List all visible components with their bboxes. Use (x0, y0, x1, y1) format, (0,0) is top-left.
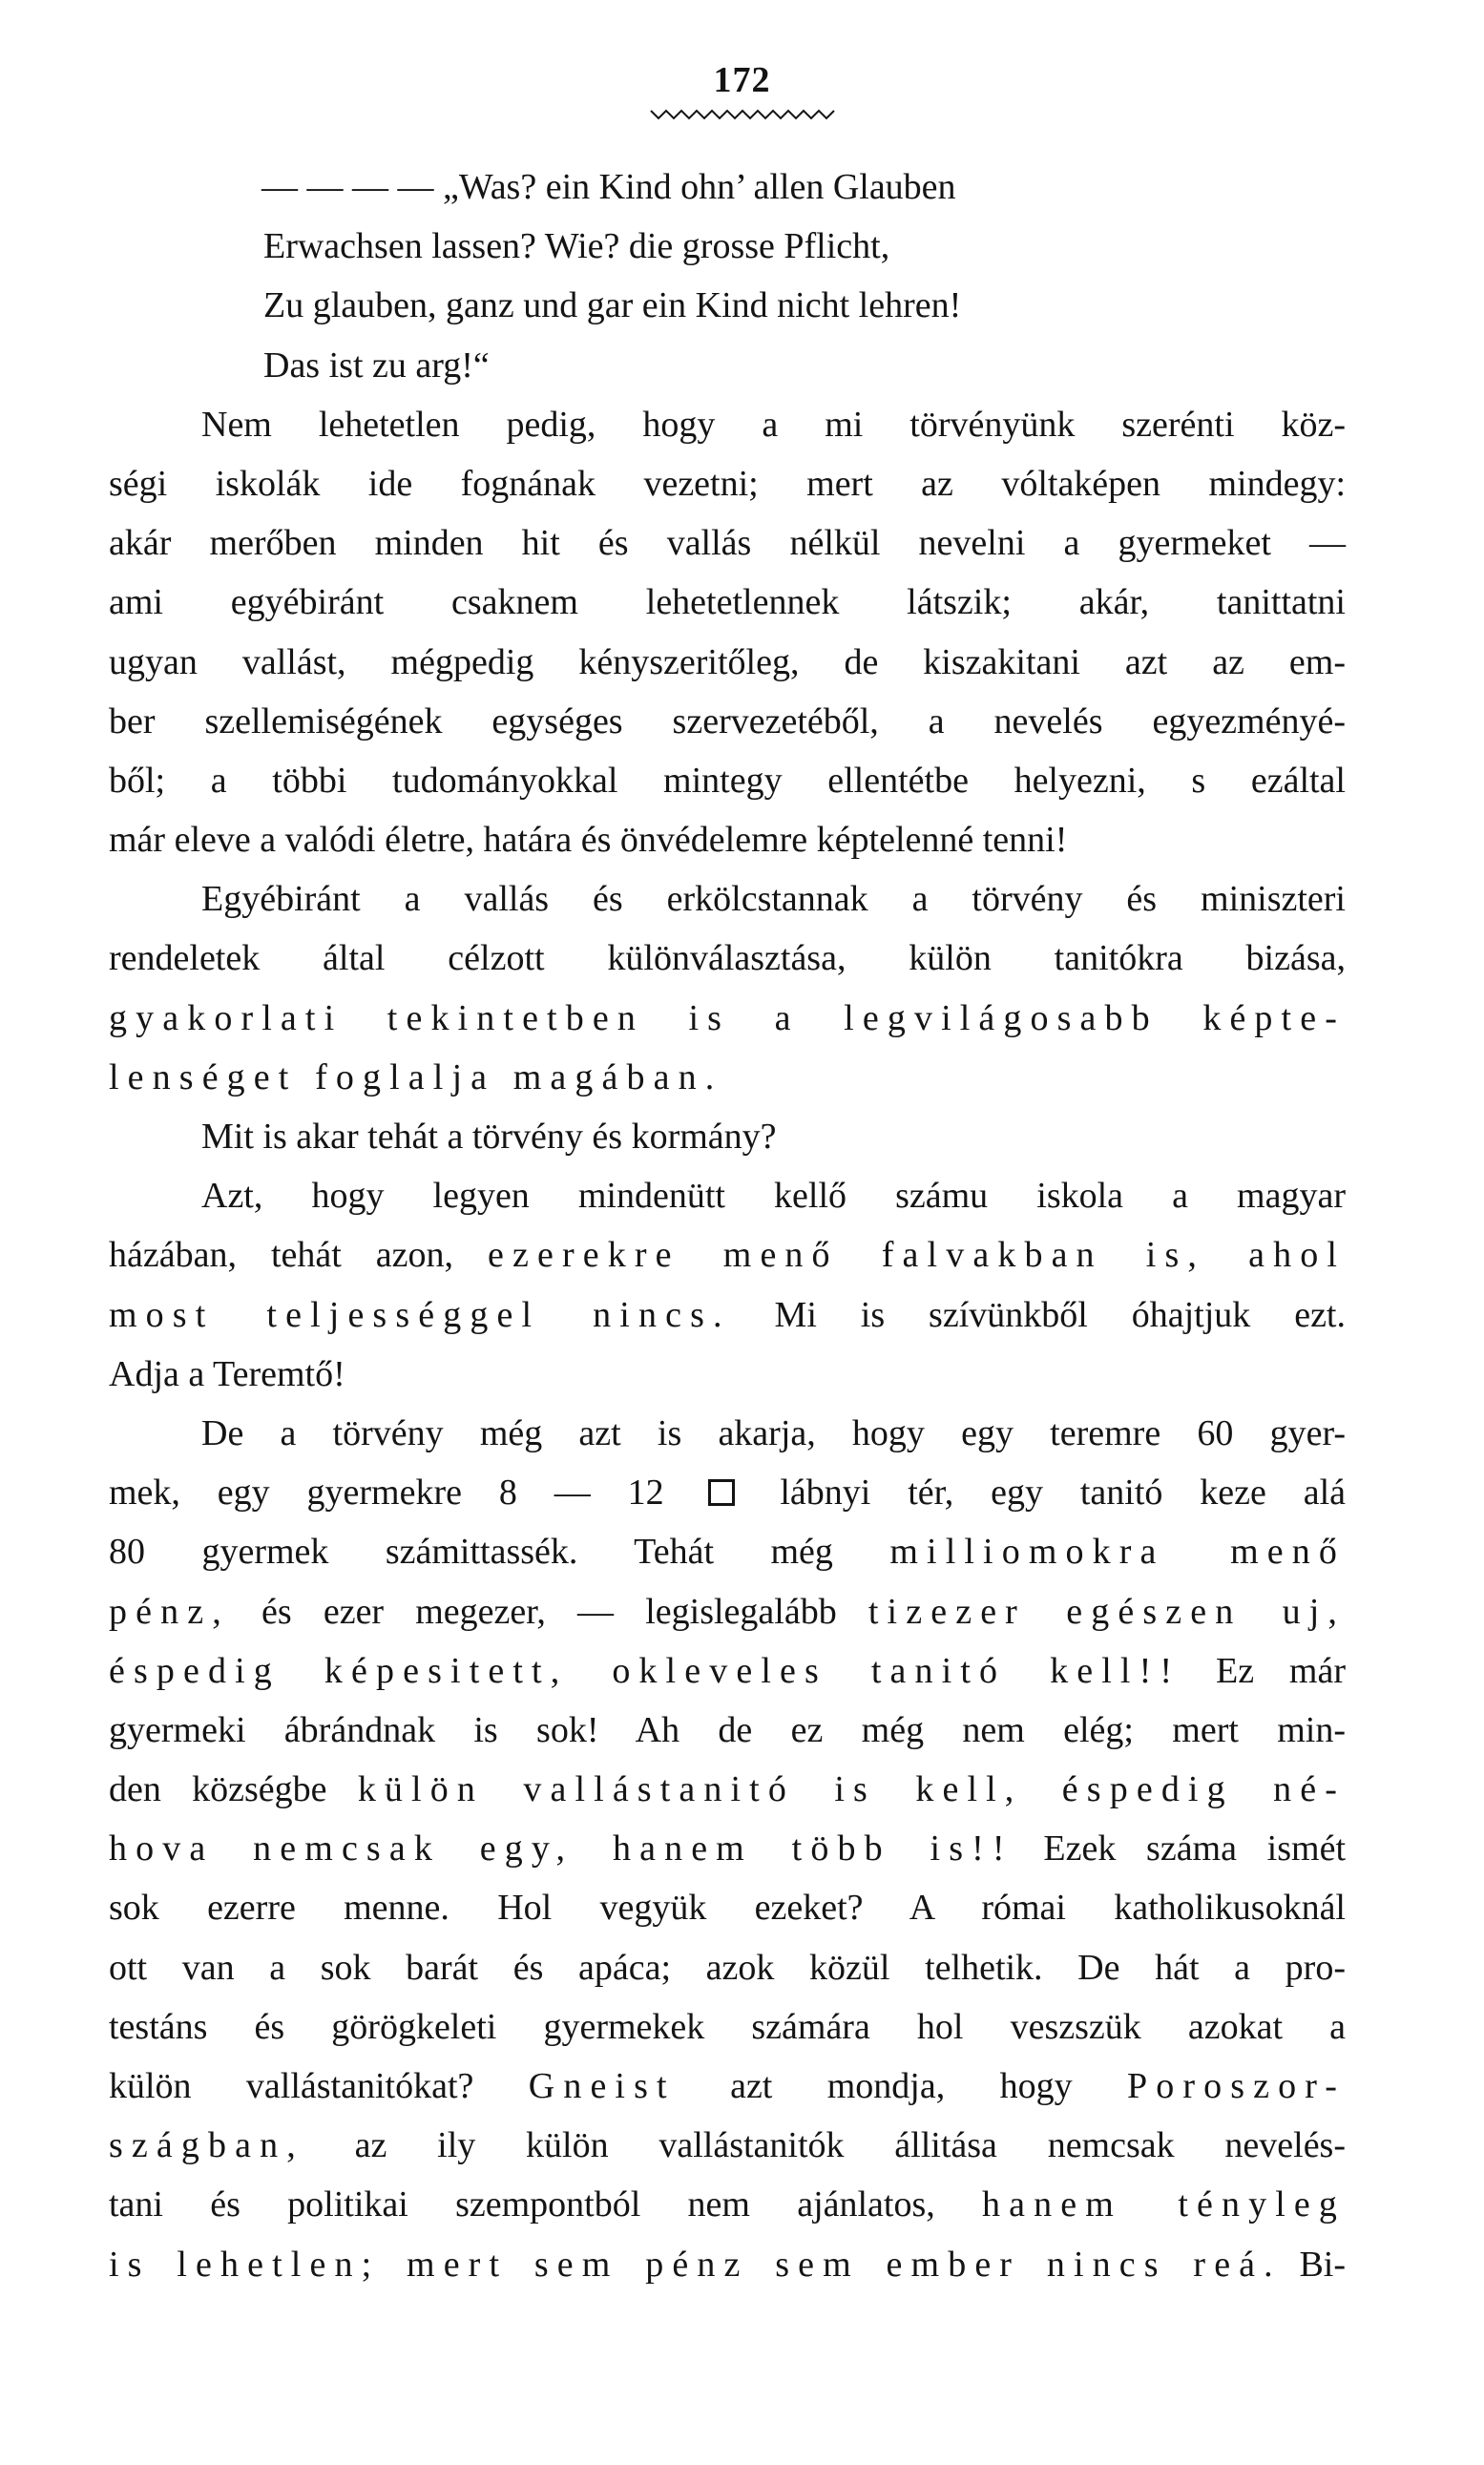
emphasis-text: most teljességgel nincs. (109, 1294, 731, 1335)
text-span: den községbe (109, 1769, 327, 1810)
paragraph-1-line: már eleve a valódi életre, határa és önvédelemre képtelenné tenni! (109, 820, 1068, 861)
text-span: azt mondja, hogy (730, 2066, 1073, 2106)
text-span: Bi- (1299, 2244, 1347, 2285)
paragraph-5-line (109, 2116, 1346, 2175)
emphasis-text: Poroszor- (1126, 2066, 1347, 2106)
paragraph-4-line (109, 1225, 1346, 1285)
paragraph-5-line: sok ezerre menne. Hol vegyük ezeket? A római katholikusoknál (109, 1888, 1346, 1929)
paragraph-1-line: ségi iskolák ide fognának vezetni; mert az vóltaképen mindegy: (109, 463, 1346, 504)
paragraph-2-line: rendeletek által célzott különválasztása, külön tanitókra bizása, (109, 938, 1346, 979)
emphasis-text: éspedig képesitett, okleveles tanitó kell!! (109, 1650, 1181, 1691)
paragraph-4-line: Azt, hogy legyen mindenütt kellő számu iskola a magyar (201, 1176, 1346, 1217)
paragraph-2-line: gyakorlati tekintetben is a legvilágosabb képte- (109, 997, 1346, 1038)
paragraph-5-line (109, 1760, 1346, 1819)
emphasis-text: is lehetlen; mert sem pénz sem ember nincs reá. (109, 2244, 1282, 2285)
page-body (109, 157, 1346, 2294)
text-span: az ily külön vallástanitók állitása nemcsak nevelés- (354, 2125, 1347, 2166)
paragraph-5-line (109, 2057, 1346, 2116)
paragraph-2-line: lenséget foglalja magában. (109, 1056, 723, 1097)
paragraph-5-line (109, 1641, 1346, 1701)
emphasis-text: szágban, (109, 2125, 304, 2166)
paragraph-5-line: De a törvény még azt is akarja, hogy egy teremre 60 gyer- (201, 1412, 1346, 1453)
paragraph-5-line (109, 1582, 1346, 1641)
text-span: és ezer megezer, — legislegalább (261, 1591, 837, 1632)
paragraph-5-line (109, 1522, 1346, 1581)
emphasis-text: külön vallástanitó is kell, éspedig né- (357, 1769, 1347, 1810)
paragraph-1-line: Nem lehetetlen pedig, hogy a mi törvényünk szerénti köz- (201, 404, 1346, 445)
text-span: Ezek száma ismét (1043, 1828, 1347, 1870)
paragraph-5-line: ott van a sok barát és apáca; azok közül telhetik. De hát a pro- (109, 1947, 1346, 1988)
paragraph-1-line: ber szellemiségének egységes szervezetéből, a nevelés egyezményé- (109, 700, 1346, 742)
paragraph-5-line (109, 1819, 1346, 1878)
emphasis-text: milliomokra menő (889, 1532, 1347, 1573)
emphasis-text: hanem tényleg (982, 2184, 1347, 2225)
text-span: tani és politikai szempontból nem ajánlatos, (109, 2184, 935, 2225)
paragraph-1-line: ugyan vallást, mégpedig kényszeritőleg, de kiszakitani azt az em- (109, 641, 1346, 682)
square-symbol-icon (708, 1479, 735, 1506)
ornament-divider (0, 108, 1484, 126)
text-span: külön vallástanitókat? (109, 2066, 474, 2106)
paragraph-5-line: gyermeki ábrándnak is sok! Ah de ez még nem elég; mert min- (109, 1709, 1346, 1750)
emphasis-text: tizezer egészen uj, (867, 1591, 1347, 1632)
text-span: mek, egy gyermekre 8 — 12 (109, 1473, 664, 1514)
text-span: lábnyi tér, egy tanitó keze alá (780, 1473, 1347, 1514)
paragraph-2-line: Egyébiránt a vallás és erkölcstannak a törvény és miniszteri (201, 879, 1346, 920)
paragraph-4-line (109, 1285, 1346, 1345)
verse-line: Erwachsen lassen? Wie? die grosse Pflicht, (263, 226, 890, 267)
paragraph-1-line: ből; a többi tudományokkal mintegy ellentétbe helyezni, s ezáltal (109, 760, 1346, 801)
verse-line: — — — — „Was? ein Kind ohn’ allen Glauben (261, 167, 956, 207)
paragraph-5-line (109, 1463, 1346, 1522)
text-span: Mi is szívünkből óhajtjuk ezt. (774, 1294, 1346, 1335)
emphasis-text: ezerekre menő falvakban is, ahol (488, 1235, 1347, 1276)
verse-line: Das ist zu arg!“ (263, 345, 490, 386)
emphasis-text: hova nemcsak egy, hanem több is!! (109, 1828, 1014, 1870)
paragraph-5-line: testáns és görögkeleti gyermekek számára hol veszszük azokat a (109, 2006, 1346, 2047)
emphasis-text: pénz, (109, 1591, 230, 1632)
text-span: 80 gyermek számittassék. Tehát még (109, 1532, 833, 1573)
paragraph-3-line: Mit is akar tehát a törvény és kormány? (201, 1117, 777, 1157)
text-span: házában, tehát azon, (109, 1235, 454, 1276)
emphasis-text: Gneist (528, 2066, 676, 2106)
paragraph-5-line (109, 2235, 1346, 2294)
text-span: Ez már (1215, 1650, 1346, 1691)
paragraph-4-line: Adja a Teremtő! (109, 1353, 345, 1394)
paragraph-5-line (109, 2175, 1346, 2234)
page-number: 172 (713, 60, 771, 100)
paragraph-1-line: akár merőben minden hit és vallás nélkül nevelni a gyermeket — (109, 523, 1346, 564)
verse-line: Zu glauben, ganz und gar ein Kind nicht lehren! (263, 285, 962, 326)
paragraph-1-line: ami egyébiránt csaknem lehetetlennek látszik; akár, tanittatni (109, 582, 1346, 623)
